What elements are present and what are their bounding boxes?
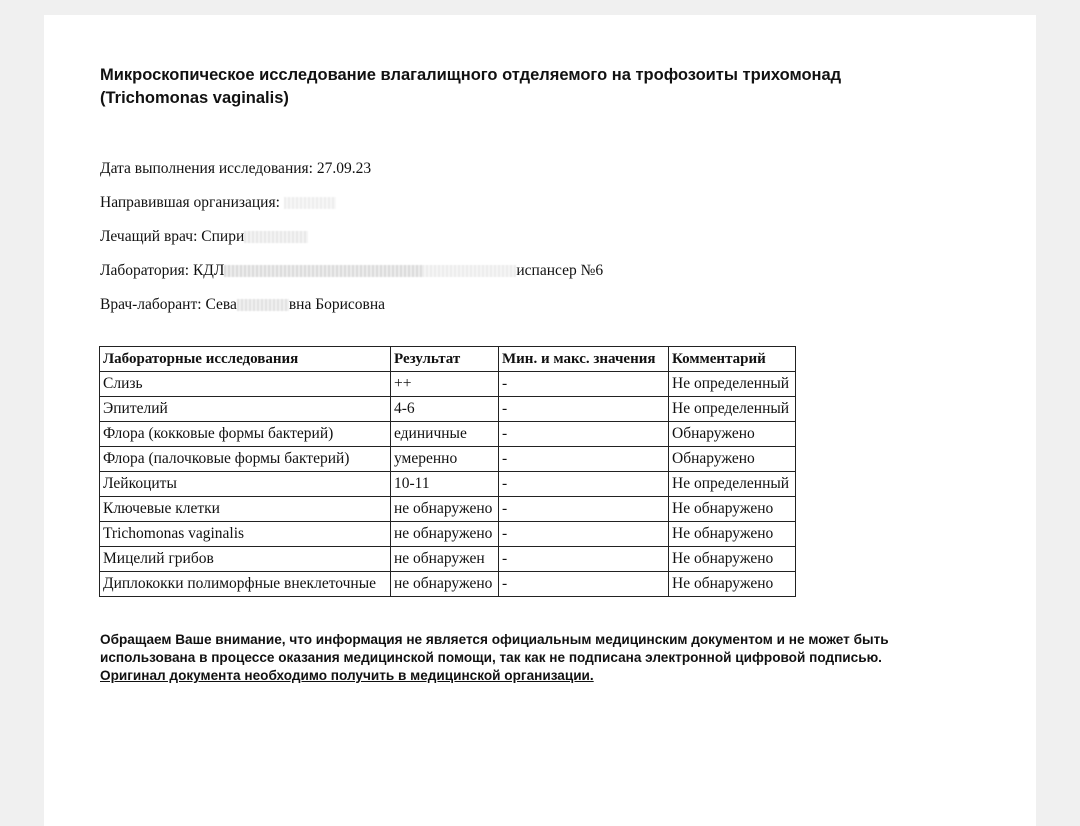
cell-comment: Не определенный	[669, 372, 796, 397]
table-header-row	[100, 347, 796, 372]
header-range: Мин. и макс. значения	[499, 347, 669, 372]
cell-range: -	[499, 447, 669, 472]
table-row	[100, 422, 796, 447]
cell-comment: Не определенный	[669, 472, 796, 497]
cell-test: Лейкоциты	[100, 472, 391, 497]
header-test: Лабораторные исследования	[100, 347, 391, 372]
table-row	[100, 397, 796, 422]
header-comment: Комментарий	[669, 347, 796, 372]
cell-result: 10-11	[391, 472, 499, 497]
cell-test: Флора (палочковые формы бактерий)	[100, 447, 391, 472]
disclaimer-text: Обращаем Ваше внимание, что информация не является официальным медицинским документом и не может быть использована в процессе оказания медицинской помощи, так как не подписана электронной цифровой подписью.	[100, 632, 889, 665]
table-row	[100, 572, 796, 597]
cell-range: -	[499, 572, 669, 597]
cell-result: не обнаружено	[391, 497, 499, 522]
cell-test: Диплококки полиморфные внеклеточные	[100, 572, 391, 597]
redacted-mark	[224, 265, 422, 277]
table-row	[100, 547, 796, 572]
cell-comment: Обнаружено	[669, 447, 796, 472]
cell-range: -	[499, 547, 669, 572]
table-row	[100, 522, 796, 547]
table-row	[100, 497, 796, 522]
cell-result: умеренно	[391, 447, 499, 472]
table-row	[100, 447, 796, 472]
cell-comment: Не обнаружено	[669, 547, 796, 572]
redacted-mark	[422, 265, 516, 277]
cell-test: Trichomonas vaginalis	[100, 522, 391, 547]
info-doctor-label: Лечащий врач:	[100, 228, 198, 245]
redacted-mark	[237, 299, 289, 311]
info-laboratory-suffix: испансер №6	[516, 262, 604, 279]
document-page	[44, 15, 1036, 826]
info-doctor	[100, 227, 308, 247]
info-laboratory	[100, 261, 603, 281]
cell-range: -	[499, 372, 669, 397]
cell-result: единичные	[391, 422, 499, 447]
results-table	[99, 346, 796, 597]
cell-comment: Не обнаружено	[669, 572, 796, 597]
info-laboratory-value: КДЛ	[192, 262, 225, 279]
info-date-label: Дата выполнения исследования:	[100, 160, 313, 177]
cell-result: 4-6	[391, 397, 499, 422]
info-laboratory-label: Лаборатория:	[100, 262, 190, 279]
disclaimer-original-note: Оригинал документа необходимо получить в медицинской организации.	[100, 668, 594, 683]
document-title: Микроскопическое исследование влагалищного отделяемого на трофозоиты трихомонад (Trichomonas vaginalis)	[100, 66, 842, 107]
cell-comment: Не обнаружено	[669, 522, 796, 547]
cell-test: Слизь	[100, 372, 391, 397]
info-lab-doctor-suffix: вна Борисовна	[288, 296, 386, 313]
table-row	[100, 472, 796, 497]
cell-comment: Не определенный	[669, 397, 796, 422]
cell-comment: Обнаружено	[669, 422, 796, 447]
cell-result: не обнаружено	[391, 572, 499, 597]
header-result: Результат	[391, 347, 499, 372]
info-organization	[100, 193, 336, 213]
cell-result: ++	[391, 372, 499, 397]
cell-test: Эпителий	[100, 397, 391, 422]
info-lab-doctor-value: Сева	[205, 296, 237, 313]
cell-range: -	[499, 397, 669, 422]
cell-test: Ключевые клетки	[100, 497, 391, 522]
cell-test: Мицелий грибов	[100, 547, 391, 572]
redacted-mark	[244, 231, 308, 243]
cell-result: не обнаружен	[391, 547, 499, 572]
cell-range: -	[499, 522, 669, 547]
cell-range: -	[499, 497, 669, 522]
info-lab-doctor	[100, 295, 385, 315]
cell-test: Флора (кокковые формы бактерий)	[100, 422, 391, 447]
disclaimer-notice	[100, 631, 980, 685]
cell-comment: Не обнаружено	[669, 497, 796, 522]
info-date-value: 27.09.23	[316, 160, 372, 177]
info-lab-doctor-label: Врач-лаборант:	[100, 296, 202, 313]
info-doctor-value: Спири	[201, 228, 245, 245]
info-organization-label: Направившая организация:	[100, 194, 280, 211]
redacted-mark	[284, 197, 336, 209]
info-date	[100, 159, 371, 179]
table-row	[100, 372, 796, 397]
cell-range: -	[499, 422, 669, 447]
cell-result: не обнаружено	[391, 522, 499, 547]
cell-range: -	[499, 472, 669, 497]
